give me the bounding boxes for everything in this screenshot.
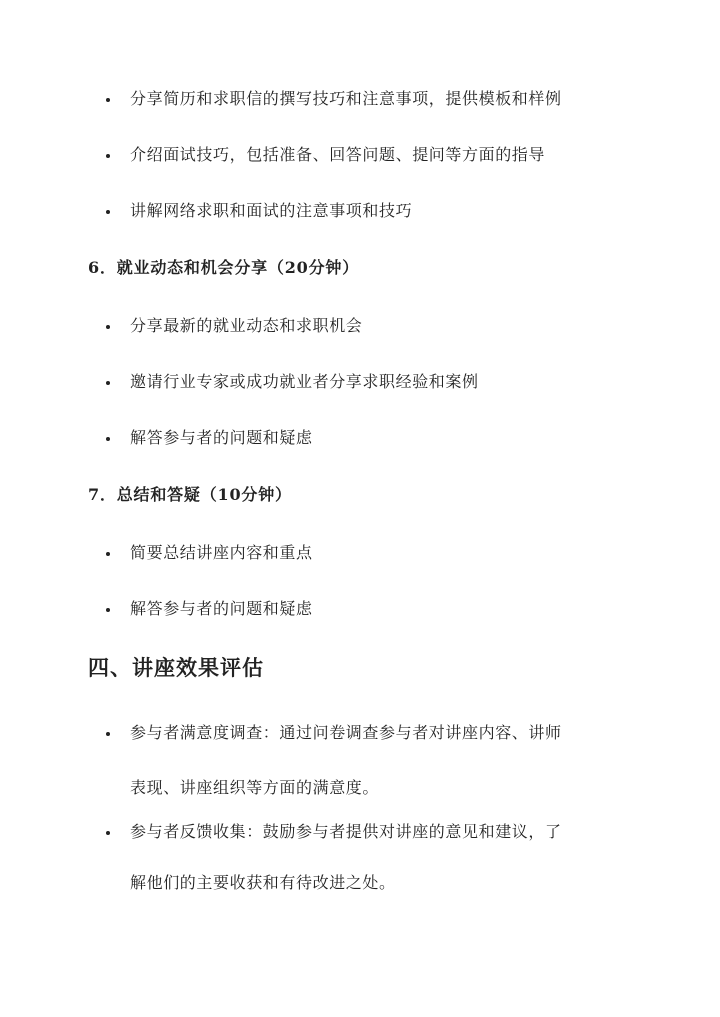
list-item-text-line-1: 参与者满意度调查：通过问卷调查参与者对讲座内容、讲师	[130, 723, 562, 742]
list-item-text-line-1: 参与者反馈收集：鼓励参与者提供对讲座的意见和建议，了	[130, 822, 562, 841]
bullet-icon	[106, 437, 110, 441]
bullet-icon	[106, 210, 110, 214]
list-item-text: 解答参与者的问题和疑虑	[130, 428, 313, 447]
list-item-text-line-2: 解他们的主要收获和有待改进之处。	[130, 873, 396, 892]
list-item-text: 简要总结讲座内容和重点	[130, 543, 313, 562]
bullet-icon	[106, 608, 110, 612]
bullet-icon	[106, 98, 110, 102]
list-item-text: 介绍面试技巧，包括准备、回答问题、提问等方面的指导	[130, 145, 546, 164]
list-item-text: 分享简历和求职信的撰写技巧和注意事项，提供模板和样例	[130, 89, 562, 108]
bullet-icon	[106, 732, 110, 736]
bullet-icon	[106, 381, 110, 385]
section-heading: 6．就业动态和机会分享（20分钟）	[88, 258, 359, 277]
section-heading: 7．总结和答疑（10分钟）	[88, 485, 292, 504]
bullet-icon	[106, 325, 110, 329]
bullet-icon	[106, 154, 110, 158]
bullet-icon	[106, 831, 110, 835]
list-item-text: 讲解网络求职和面试的注意事项和技巧	[130, 201, 413, 220]
list-item-text-line-2: 表现、讲座组织等方面的满意度。	[130, 778, 380, 797]
list-item-text: 分享最新的就业动态和求职机会	[130, 316, 363, 335]
section-title: 四、讲座效果评估	[88, 655, 264, 680]
list-item-text: 邀请行业专家或成功就业者分享求职经验和案例	[130, 372, 479, 391]
list-item-text: 解答参与者的问题和疑虑	[130, 599, 313, 618]
bullet-icon	[106, 552, 110, 556]
